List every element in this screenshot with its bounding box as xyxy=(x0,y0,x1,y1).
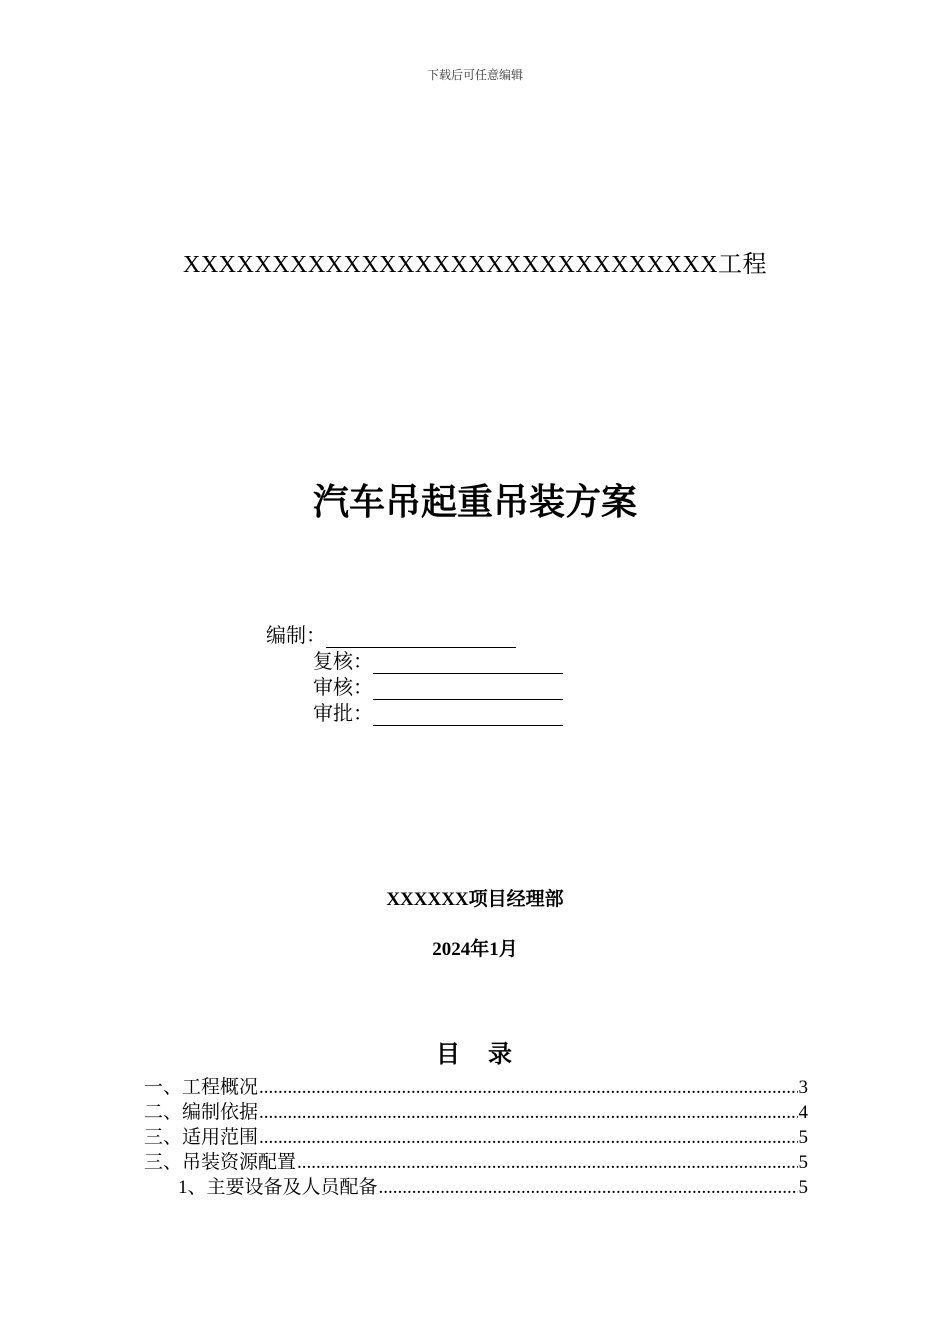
toc-entry[interactable] xyxy=(144,1175,808,1200)
signature-label: 审批： xyxy=(313,701,373,725)
toc-entry-text: 三、吊装资源配置 xyxy=(144,1152,297,1173)
header-note: 下载后可任意编辑 xyxy=(426,68,523,82)
signature-blank[interactable] xyxy=(373,705,563,726)
toc-entry[interactable] xyxy=(144,1150,808,1175)
toc-entry-text: 二、编制依据 xyxy=(144,1102,259,1123)
toc-title: 目 录 xyxy=(436,1040,514,1068)
toc-entry-text: 一、工程概况 xyxy=(144,1077,259,1098)
toc-entry-text: 1、主要设备及人员配备 xyxy=(178,1177,378,1198)
project-title: XXXXXXXXXXXXXXXXXXXXXXXXXXXXXX工程 xyxy=(183,252,767,278)
toc-entry-page: 5 xyxy=(798,1127,808,1148)
toc-entry-page: 5 xyxy=(798,1152,808,1173)
signature-approve xyxy=(313,700,563,726)
toc-leader xyxy=(297,1150,797,1175)
toc-leader xyxy=(259,1125,797,1150)
toc-entry[interactable] xyxy=(144,1100,808,1125)
toc-entry[interactable] xyxy=(144,1075,808,1100)
signature-label: 审核： xyxy=(313,675,373,699)
department: XXXXXX项目经理部 xyxy=(386,889,564,910)
date: 2024年1月 xyxy=(432,939,518,960)
toc-entry[interactable] xyxy=(144,1125,808,1150)
signature-compiled xyxy=(266,622,516,648)
toc-leader xyxy=(259,1075,797,1100)
toc-entry-text: 三、适用范围 xyxy=(144,1127,259,1148)
table-of-contents xyxy=(144,1075,808,1200)
document-title: 汽车吊起重吊装方案 xyxy=(312,482,637,523)
toc-leader xyxy=(379,1175,798,1200)
signature-blank[interactable] xyxy=(373,653,563,674)
signature-blank[interactable] xyxy=(373,679,563,700)
toc-entry-page: 5 xyxy=(798,1177,808,1198)
signature-label: 复核： xyxy=(313,649,373,673)
toc-entry-page: 3 xyxy=(798,1077,808,1098)
signature-label: 编制： xyxy=(266,623,326,647)
toc-entry-page: 4 xyxy=(798,1102,808,1123)
toc-leader xyxy=(259,1100,797,1125)
